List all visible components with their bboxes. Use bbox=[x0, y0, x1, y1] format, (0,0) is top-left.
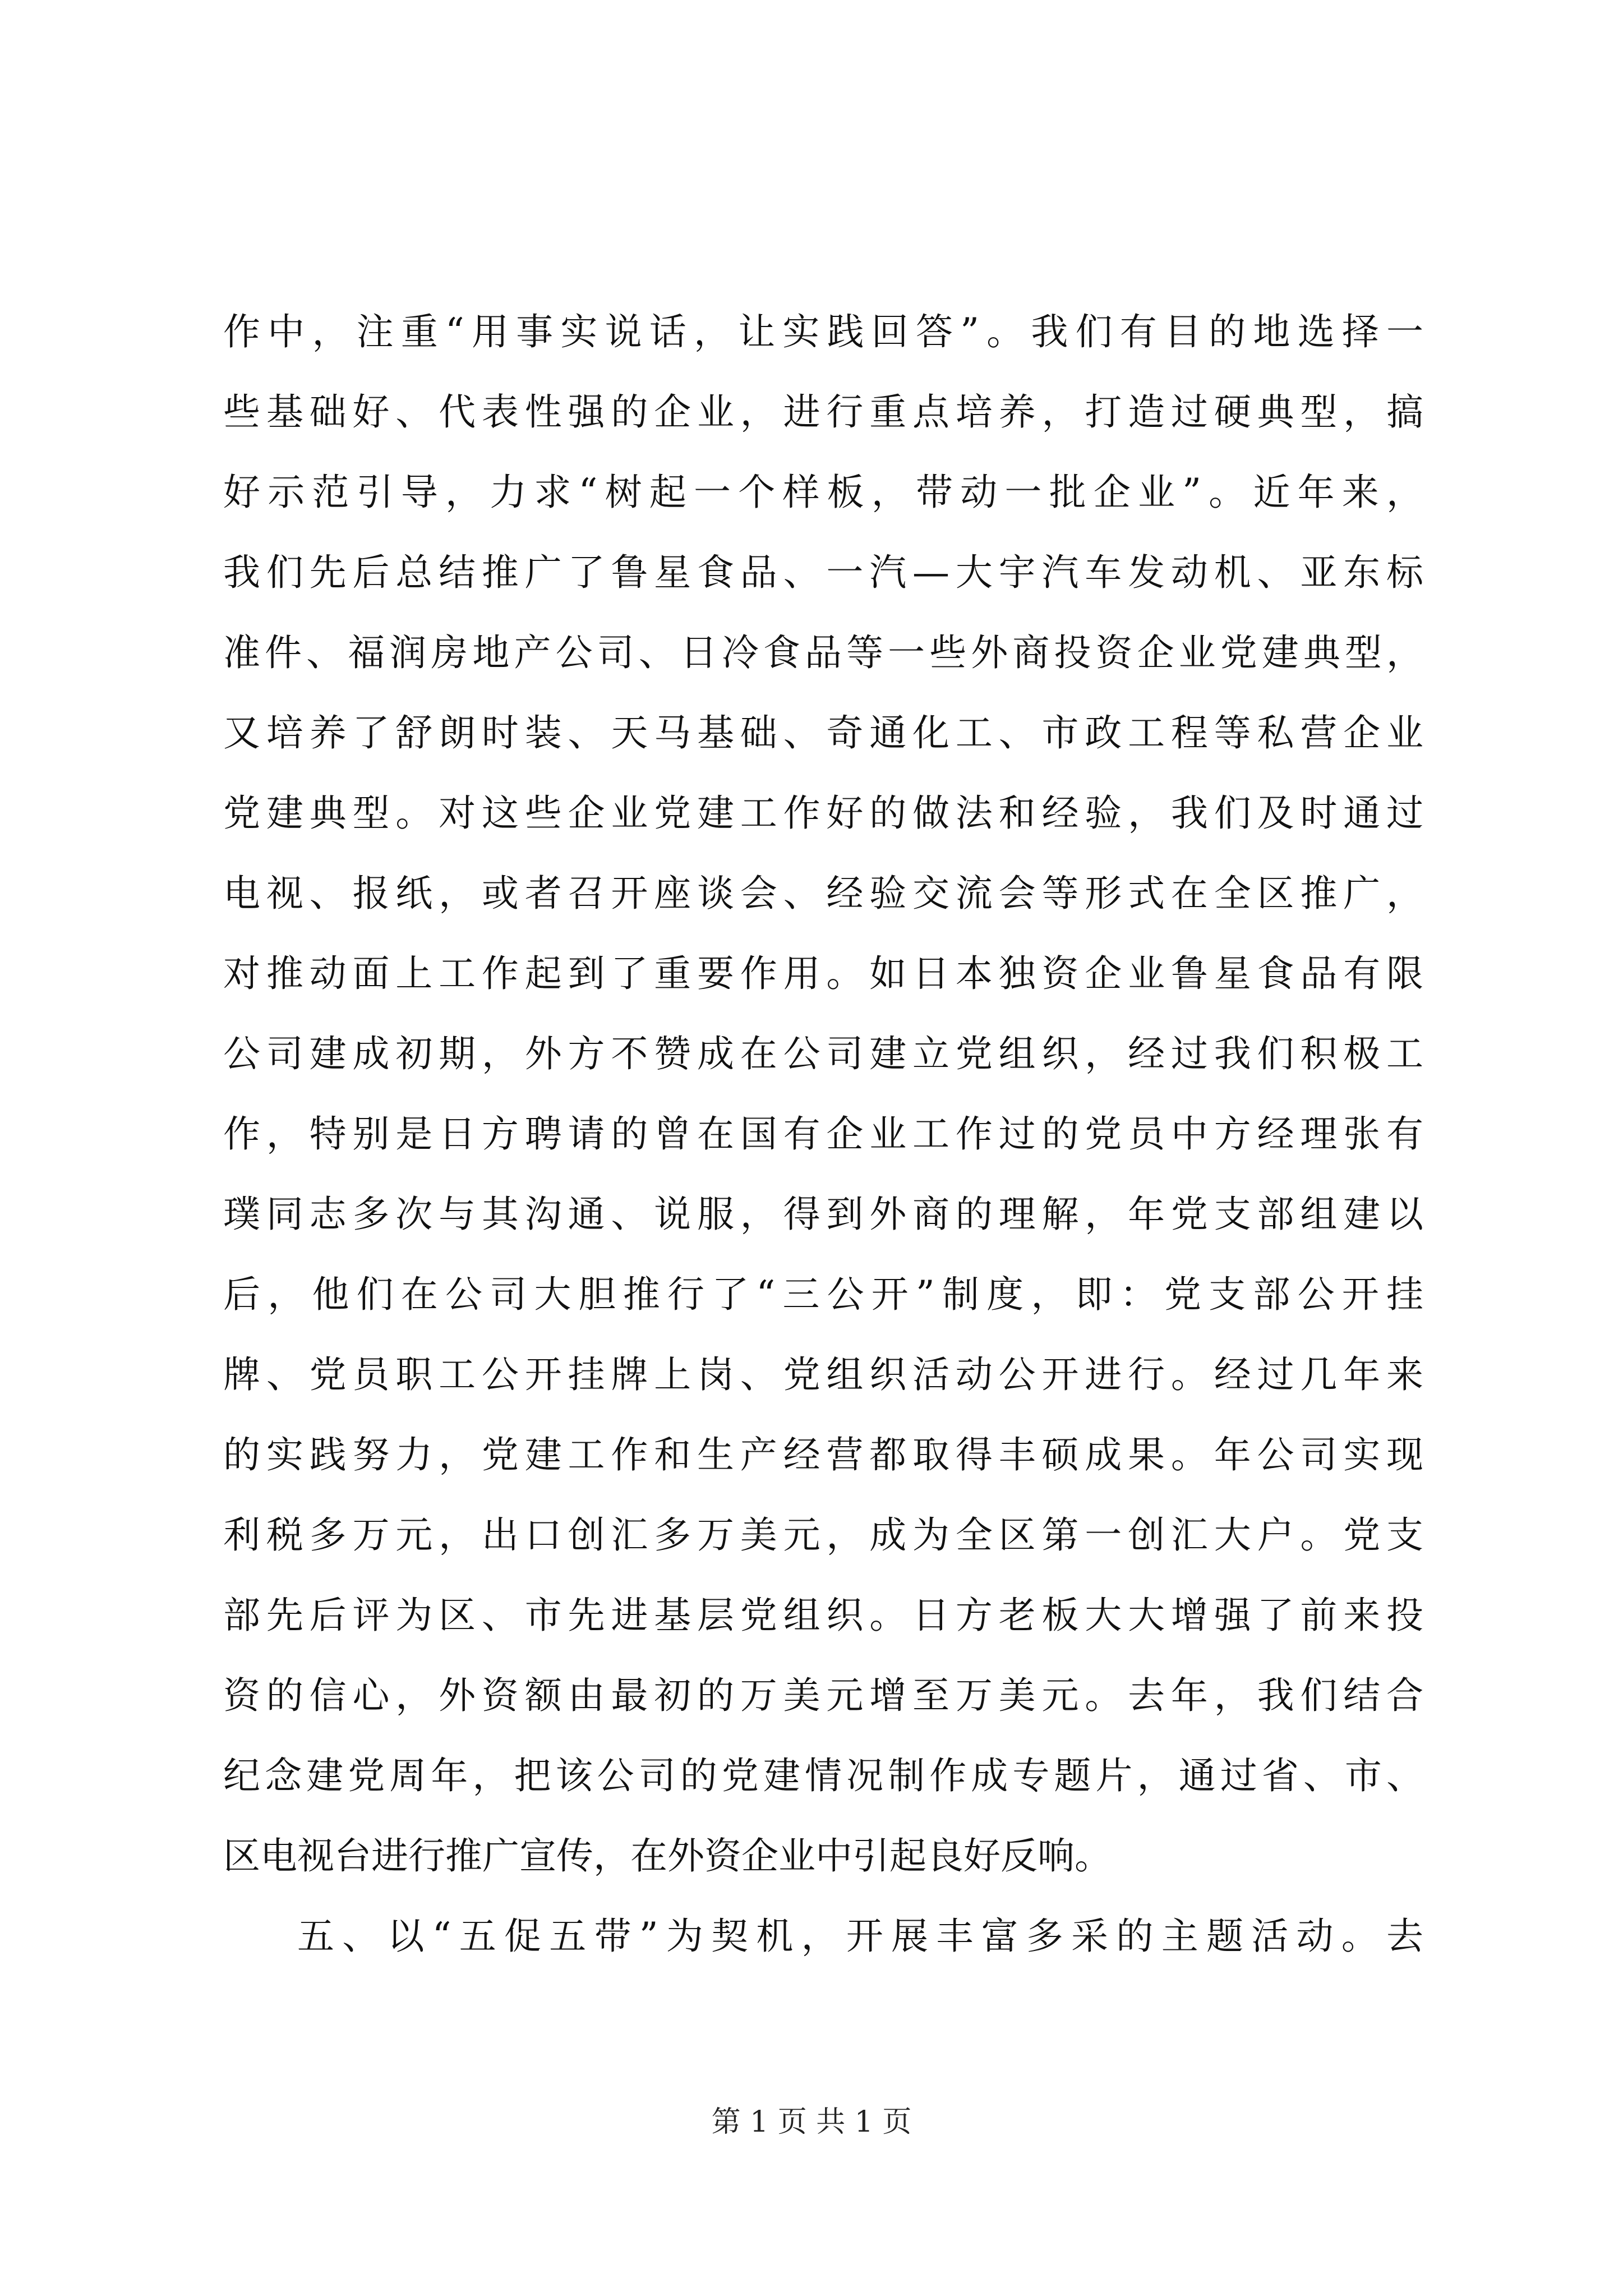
text-line: 电视、报纸，或者召开座谈会、经验交流会等形式在全区推广， bbox=[223, 872, 1423, 915]
text-line: 资的信心，外资额由最初的万美元增至万美元。去年，我们结合 bbox=[223, 1674, 1423, 1717]
text-line: 部先后评为区、市先进基层党组织。日方老板大大增强了前来投 bbox=[223, 1594, 1423, 1637]
text-line: 作中，注重“用事实说话，让实践回答”。我们有目的地选择一 bbox=[223, 310, 1423, 353]
text-line: 利税多万元，出口创汇多万美元，成为全区第一创汇大户。党支 bbox=[223, 1513, 1423, 1557]
text-line: 些基础好、代表性强的企业，进行重点培养，打造过硬典型，搞 bbox=[223, 390, 1423, 434]
body-text bbox=[223, 292, 1423, 1976]
text-line: 公司建成初期，外方不赞成在公司建立党组织，经过我们积极工 bbox=[223, 1032, 1423, 1075]
text-line: 的实践努力，党建工作和生产经营都取得丰硕成果。年公司实现 bbox=[223, 1433, 1423, 1476]
text-line: 我们先后总结推广了鲁星食品、一汽—大宇汽车发动机、亚东标 bbox=[223, 551, 1423, 594]
text-line: 党建典型。对这些企业党建工作好的做法和经验，我们及时通过 bbox=[223, 792, 1423, 835]
text-line: 作，特别是日方聘请的曾在国有企业工作过的党员中方经理张有 bbox=[223, 1112, 1423, 1156]
text-line: 对推动面上工作起到了重要作用。如日本独资企业鲁星食品有限 bbox=[223, 952, 1423, 995]
text-line: 璞同志多次与其沟通、说服，得到外商的理解，年党支部组建以 bbox=[223, 1193, 1423, 1236]
text-line: 牌、党员职工公开挂牌上岗、党组织活动公开进行。经过几年来 bbox=[223, 1353, 1423, 1396]
text-line: 又培养了舒朗时装、天马基础、奇通化工、市政工程等私营企业 bbox=[223, 711, 1423, 754]
text-line: 好示范引导，力求“树起一个样板，带动一批企业”。近年来， bbox=[223, 471, 1423, 514]
section-heading-line: 五、以“五促五带”为契机，开展丰富多采的主题活动。去 bbox=[297, 1915, 1423, 1958]
paragraph-end-line: 区电视台进行推广宣传，在外资企业中引起良好反响。 bbox=[223, 1834, 1112, 1878]
text-line: 后，他们在公司大胆推行了“三公开”制度，即：党支部公开挂 bbox=[223, 1273, 1423, 1316]
text-line: 纪念建党周年，把该公司的党建情况制作成专题片，通过省、市、 bbox=[223, 1754, 1423, 1797]
text-line: 准件、福润房地产公司、日冷食品等一些外商投资企业党建典型， bbox=[223, 631, 1423, 674]
page-footer: 第 1 页 共 1 页 bbox=[711, 2105, 912, 2139]
